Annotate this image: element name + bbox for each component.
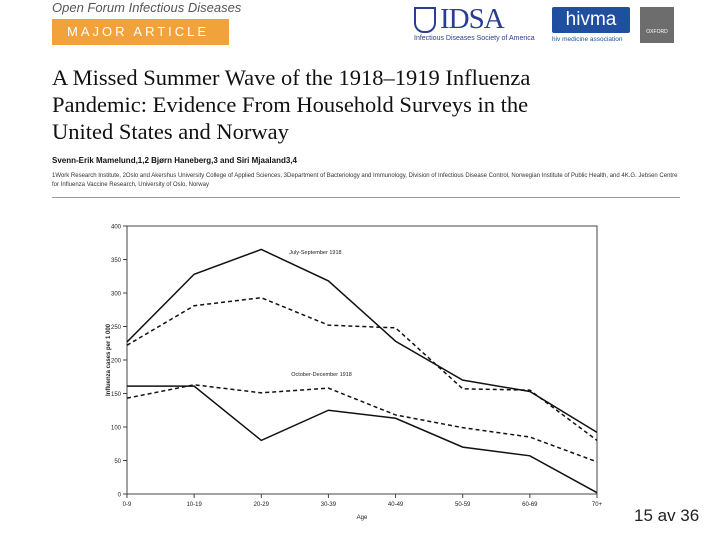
y-tick-label: 350 [110,258,121,264]
hivma-logo [552,7,630,45]
plot-frame [127,226,597,494]
annotation-july-september: July-September 1918 [289,250,342,257]
series-line-4 [127,385,597,462]
y-tick-label: 400 [110,224,121,231]
series-line-2 [127,298,597,441]
idsa-logo [414,5,544,45]
y-tick-label: 300 [110,291,121,298]
affiliations: 1Work Research Institute, 2Oslo and Akershus University College of Applied Sciences, 3Department of Bacteriology and Immunology, Division of Infectious Disease Control, Norwegian Institute of Public Health, and 4K.G. Jebsen Centre for Influenza Vaccine Research, University of Oslo, Norway [52,173,678,188]
x-tick-label: 50-59 [455,502,471,508]
x-axis-label: Age [356,515,368,521]
article-title [52,64,672,145]
x-tick-label: 70+ [591,502,603,508]
x-tick-label: 10-19 [186,502,202,508]
page-number: 15 av 36 [634,506,700,525]
title-line-3: United States and Norway [52,119,289,144]
y-tick-label: 50 [114,459,121,465]
journal-name: Open Forum Infectious Diseases [52,0,242,15]
title-line-1: A Missed Summer Wave of the 1918–1919 Influenza [52,65,531,90]
y-tick-label: 150 [110,392,121,398]
x-tick-label: 40-49 [387,502,404,508]
article-type-badge: MAJOR ARTICLE [52,19,229,45]
y-tick-label: 250 [110,325,121,331]
header-divider [52,197,680,198]
series-line-1 [127,249,597,432]
x-tick-label: 30-39 [320,502,337,508]
oxford-logo: OXFORD [640,7,674,43]
chart-labels [106,225,603,522]
title-line-2: Pandemic: Evidence From Household Surveys in the [52,92,529,117]
idsa-subtitle: Infectious Diseases Society of America [414,35,535,42]
chart-series [127,249,597,492]
influenza-age-chart [100,218,610,523]
y-tick-label: 200 [110,358,121,365]
x-tick-label: 60-69 [522,502,538,508]
y-tick-label: 0 [117,492,121,499]
chart-axes [123,226,597,498]
y-axis-label: Influenza cases per 1 000 [106,323,112,397]
hivma-logo-text: hivma [552,7,630,33]
idsa-logo-text: IDSA [440,3,504,35]
shield-icon [414,7,436,33]
x-tick-label: 20-29 [253,502,269,508]
author-list: Svenn-Erik Mamelund,1,2 Bjørn Haneberg,3 and Siri Mjaaland3,4 [52,156,297,165]
y-tick-label: 100 [110,425,121,432]
hivma-subtitle: hiv medicine association [552,36,623,43]
annotation-october-december: October-December 1918 [291,372,352,379]
x-tick-label: 0-9 [122,502,132,508]
